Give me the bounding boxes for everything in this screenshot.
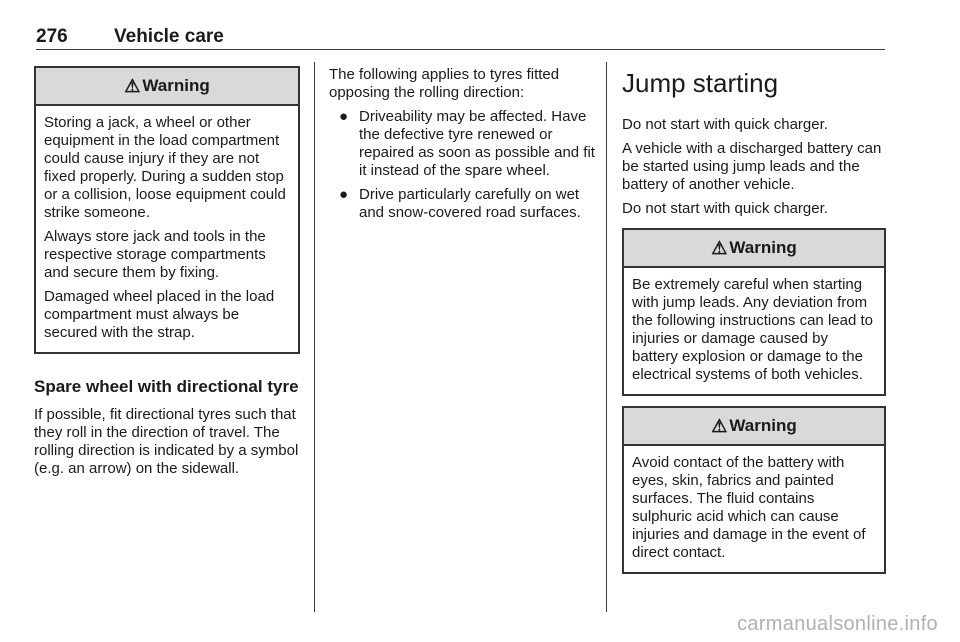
right-column: [622, 60, 886, 574]
warning-box-battery-acid: [622, 406, 886, 574]
jump-paragraph: A vehicle with a discharged battery can be started using jump leads and the battery of another vehicle.: [622, 140, 882, 193]
column-divider-right: [606, 62, 607, 612]
warning-title: Warning: [729, 238, 797, 257]
page-number: 276: [36, 26, 68, 47]
column-divider-left: [314, 62, 315, 612]
warning-title: Warning: [142, 76, 210, 95]
tyre-bullet-list: [329, 108, 595, 222]
list-item-text: Drive particularly carefully on wet and snow-covered road surfaces.: [359, 186, 581, 221]
list-item: [329, 108, 595, 180]
warning-title: Warning: [729, 416, 797, 435]
warning-paragraph: Be extremely careful when starting with jump leads. Any deviation from the following instructions can lead to injuries or damage caused by battery explosion or damage to the electrical systems of both vehicles.: [632, 276, 873, 383]
list-item-text: Driveability may be affected. Have the defective tyre renewed or repaired as soon as possible and fit it instead of the spare wheel.: [359, 108, 595, 179]
section-heading-jump-starting: Jump starting: [622, 68, 779, 98]
warning-triangle-icon: ⚠: [124, 76, 141, 96]
warning-header: [624, 408, 884, 446]
warning-box-load: [34, 66, 300, 354]
jump-paragraph: Do not start with quick charger.: [622, 200, 828, 217]
warning-body: [624, 446, 884, 572]
left-column: [34, 66, 300, 484]
warning-box-jump-leads: [622, 228, 886, 396]
warning-header: [36, 68, 298, 106]
warning-header: [624, 230, 884, 268]
list-item: [329, 186, 595, 222]
warning-triangle-icon: ⚠: [711, 238, 728, 258]
warning-body: [624, 268, 884, 394]
tyre-intro: The following applies to tyres fitted opposing the rolling direction:: [329, 66, 560, 101]
section-title: Vehicle care: [114, 26, 224, 47]
bullet-icon: ●: [339, 108, 349, 125]
warning-paragraph: Always store jack and tools in the respective storage compartments and secure them by fixing.: [44, 228, 266, 281]
middle-column: [329, 66, 595, 228]
warning-paragraph: Avoid contact of the battery with eyes, skin, fabrics and painted surfaces. The fluid contains sulphuric acid which can cause injuries and damage in the event of direct contact.: [632, 454, 866, 561]
jump-paragraph: Do not start with quick charger.: [622, 116, 828, 133]
header-divider: [36, 49, 885, 50]
subheading-spare-wheel: Spare wheel with directional tyre: [34, 377, 299, 396]
warning-body: [36, 106, 298, 352]
bullet-icon: ●: [339, 186, 349, 203]
page-header: [36, 26, 224, 48]
warning-paragraph: Storing a jack, a wheel or other equipment in the load compartment could cause injury if they are not fixed properly. During a sudden stop or a collision, loose equipment could strike someone.: [44, 114, 286, 221]
spare-wheel-body: If possible, fit directional tyres such that they roll in the direction of travel. The rolling direction is indicated by a symbol (e.g. an arrow) on the sidewall.: [34, 406, 299, 477]
warning-triangle-icon: ⚠: [711, 416, 728, 436]
watermark: carmanualsonline.info: [737, 613, 938, 635]
warning-paragraph: Damaged wheel placed in the load compartment must always be secured with the strap.: [44, 288, 275, 341]
